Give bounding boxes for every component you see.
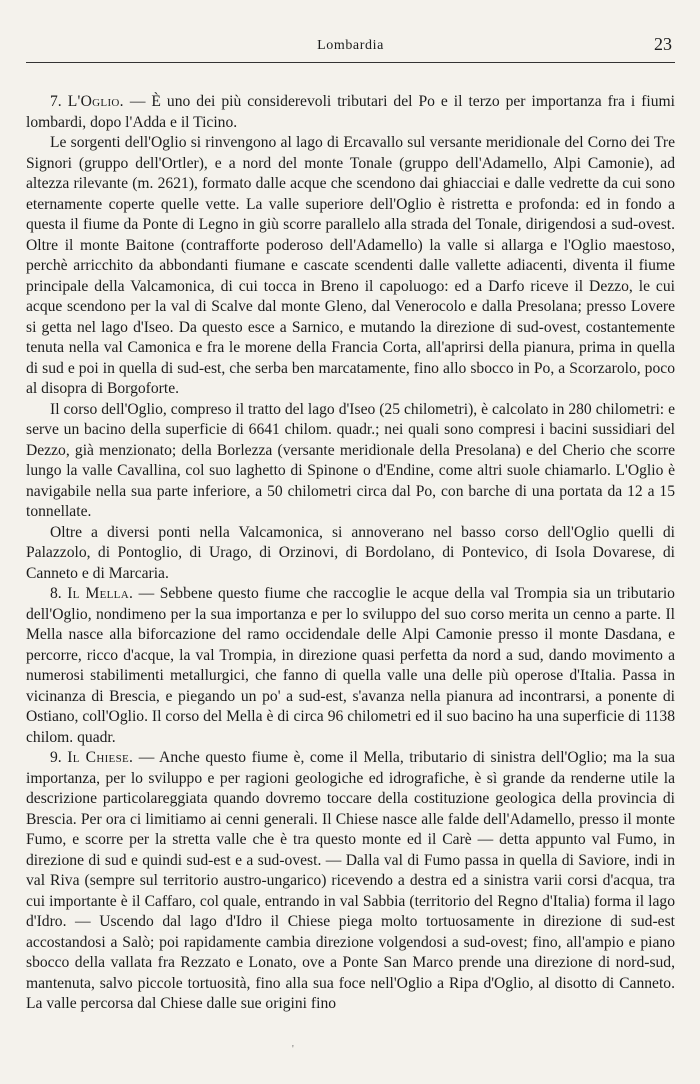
paragraph-oglio-bridges [26,523,675,585]
paragraph-text: Il corso dell'Oglio, compreso il tratto del lago d'Iseo (25 chilometri), è calcolato in 280 chilometri: e serve un bacino della superficie di 6641 chilom. quadr.; nei quali sono compresi i bacini sussidiari del Dezzo, già menzionato; della Borlezza (versante meridionale della Presolana) e del Cherio che scorre lungo la valle Cavallina, col suo laghetto di Spinone o d'Endine, come altri suole chiamarlo. L'Oglio è navigabile nella sua parte inferiore, a 50 chilometri circa dal Po, con barche di una portata da 12 a 15 tonnellate. [26,400,675,520]
section-number: 7. [50,93,62,110]
paragraph-text: Le sorgenti dell'Oglio si rinvengono al lago di Ercavallo sul versante meridionale del Corno dei Tre Signori (gruppo dell'Ortler), e a nord del monte Tonale (gruppo dell'Adamello, Alpi Camonie), ad altezza rilevante (m. 2621), formato dalle acque che scendono dai ghiacciai e dalle vedrette da cui sono eternamente coperte quelle vette. La valle superiore dell'Oglio è ristretta e profonda: ed in fondo a questa il fiume da Ponte di Legno in giù scorre parallelo alla strada del Tonale, dirigendosi a sud-ovest. Oltre il monte Baitone (contrafforte poderoso dell'Adamello) la valle si allarga e l'Oglio maestoso, perchè arricchito da abbondanti fiumane e cascate scendenti dalle vallette adiacenti, diventa il fiume principale della Valcamonica, di cui tocca in Breno il capoluogo: ed a Darfo riceve il Dezzo, le cui acque scendono per la val di Scalve dal monte Gleno, dal Venerocolo e dalla Presolana; presso Lovere si getta nel lago d'Iseo. Da questo esce a Sarnico, e mutando la direzione di sud-ovest, costantemente tenuta nella val Camonica e fra le morene della Francia Corta, all'aprirsi della pianura, prima in quella di sud e poi in quella di sud-est, che serba ben marcatamente, fino allo sbocco in Po, a Scorzarolo, poco al disopra di Borgoforte. [26,134,675,397]
section-title: Il Mella. [67,585,134,602]
paragraph-oglio [26,92,675,133]
paragraph-text: — Anche questo fiume è, come il Mella, tributario di sinistra dell'Oglio; ma la sua importanza, per lo sviluppo e per ragioni geologiche ed idrografiche, è sì grande da renderne utile la descrizione particolareggiata quando dovremo toccare della costituzione geologica della provincia di Brescia. Per ora ci limitiamo ai cenni generali. Il Chiese nasce alle falde dell'Adamello, presso il monte Fumo, e scorre per la stretta valle che è tra questo monte ed il Carè — detta appunto val Fumo, in direzione di sud e quindi sud-est e a sud-ovest. — Dalla val di Fumo passa in quella di Saviore, indi in val Riva (sempre sul territorio austro-ungarico) ricevendo a destra ed a sinistra varii corsi d'acqua, tra cui importante è il Caffaro, col quale, entrando in val Sabbia (territorio del Regno d'Italia) forma il lago d'Idro. — Uscendo dal lago d'Idro il Chiese piega molto tortuosamente in direzione di sud-est accostandosi a Salò; poi rapidamente cambia direzione volgendosi a sud-ovest; fino, all'ampio e piano sbocco della vallata fra Rezzato e Lonato, ove a Ponte San Marco prende una direzione di nord-sud, mantenuta, salvo piccole tortuosità, fino alla sua foce nell'Oglio a Ripa d'Oglio, al disotto di Canneto. La valle percorsa dal Chiese dalle sue origini fino [26,749,675,1012]
paragraph-chiese [26,748,675,1015]
body-text [26,92,675,1015]
section-title: Il Chiese. [67,749,134,766]
section-number: 8. [50,585,62,602]
section-title: L'Oglio. [67,93,124,110]
paragraph-oglio-course [26,400,675,523]
paragraph-text: — Sebbene questo fiume che raccoglie le acque della val Trompia sia un tributario dell'Oglio, nondimeno per la sua importanza e per lo sviluppo del suo corso merita un cenno a parte. Il Mella nasce alla biforcazione del ramo occidendale delle Alpi Camonie presso il monte Dasdana, e percorre, ricco d'acque, la val Trompia, in direzione quasi perfetta da nord a sud, dando movimento a numerosi stabilimenti metallurgici, che fanno di quella valle una delle più operose d'Italia. Passa in vicinanza di Brescia, e piegando un po' a sud-est, s'avanza nella pianura ad incontrarsi, a ponente di Ostiano, coll'Oglio. Il corso del Mella è di circa 96 chilometri ed il suo bacino ha una superficie di 1138 chilom. quadr. [26,585,675,746]
running-title: Lombardia [317,38,384,53]
paragraph-text: — È uno dei più considerevoli tributari del Po e il terzo per importanza fra i fiumi lombardi, dopo l'Adda e il Ticino. [26,93,675,131]
footer-mark: ' [292,1044,294,1055]
page-number: 23 [654,34,672,54]
paragraph-text: Oltre a diversi ponti nella Valcamonica, si annoverano nel basso corso dell'Oglio quelli di Palazzolo, di Pontoglio, di Urago, di Orzinovi, di Bordolano, di Pontevico, di Isola Dovarese, di Canneto e di Marcaria. [26,523,675,582]
page-header [26,0,675,64]
section-number: 9. [50,749,62,766]
paragraph-mella [26,584,675,748]
paragraph-oglio-sources [26,133,675,400]
header-rule [26,62,675,63]
